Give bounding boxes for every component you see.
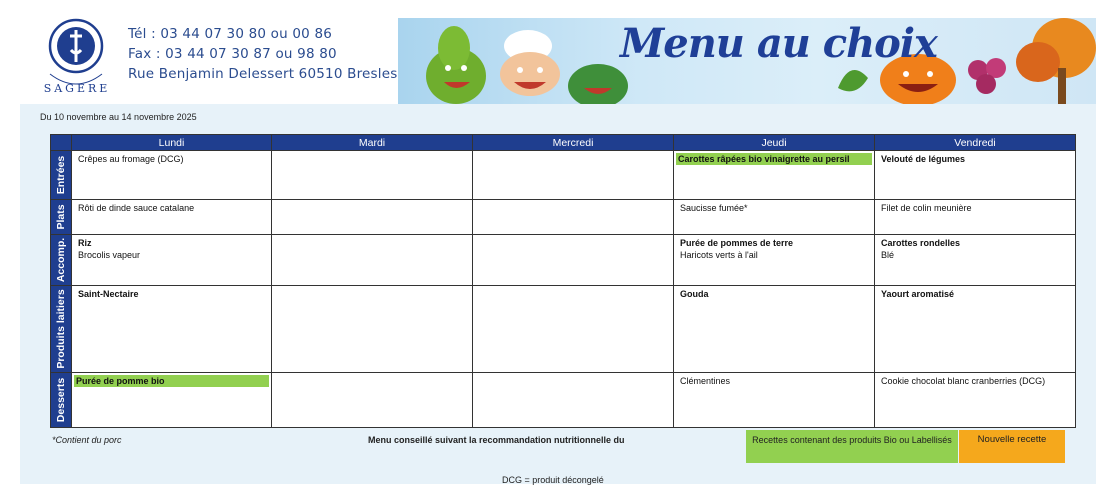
course-label: Entrées: [55, 155, 67, 195]
dish-item: Clémentines: [680, 376, 731, 386]
dish-item: Purée de pommes de terre: [680, 238, 794, 248]
dish-item: Carottes rondelles: [881, 238, 961, 248]
menu-row: [51, 373, 1076, 428]
banner-title: Menu au choix: [620, 20, 937, 67]
dish-item: Yaourt aromatisé: [881, 289, 955, 299]
nutrition-advice: Menu conseillé suivant la recommandation nutritionnelle du: [368, 435, 625, 445]
menu-row: [51, 151, 1076, 200]
day-header-vendredi: Vendredi: [875, 135, 1076, 151]
menu-cell: [473, 151, 674, 200]
course-label-cell: [51, 286, 72, 373]
menu-cell: [473, 200, 674, 235]
menu-cell: [674, 373, 875, 428]
menu-cell: [272, 373, 473, 428]
menu-cell: [875, 200, 1076, 235]
course-label-cell: [51, 373, 72, 428]
dish-item: Carottes râpées bio vinaigrette au persil: [676, 153, 872, 165]
logo-text: SAGERE: [43, 82, 111, 95]
dish-item: Haricots verts à l'ail: [680, 250, 758, 260]
menu-row: [51, 200, 1076, 235]
menu-cell: [72, 286, 272, 373]
contact-block: [128, 24, 397, 84]
dish-item: Blé: [881, 250, 895, 260]
course-label-cell: [51, 200, 72, 235]
dish-item: Crêpes au fromage (DCG): [78, 154, 184, 164]
day-header-row: [51, 135, 1076, 151]
dish-item: Rôti de dinde sauce catalane: [78, 203, 195, 213]
dcg-note: DCG = produit décongelé: [502, 475, 604, 485]
menu-cell: [272, 235, 473, 286]
menu-cell: [72, 200, 272, 235]
menu-cell: [875, 286, 1076, 373]
period-label: Du 10 novembre au 14 novembre 2025: [40, 112, 197, 122]
fax-line: Fax : 03 44 07 30 87 ou 98 80: [128, 46, 337, 62]
day-header-jeudi: Jeudi: [674, 135, 875, 151]
address-line: Rue Benjamin Delessert 60510 Bresles: [128, 66, 398, 82]
menu-cell: [272, 200, 473, 235]
menu-cell: [473, 235, 674, 286]
menu-cell: [272, 151, 473, 200]
dish-item: Brocolis vapeur: [78, 250, 141, 260]
menu-cell: [875, 151, 1076, 200]
dish-item: Cookie chocolat blanc cranberries (DCG): [881, 376, 1046, 386]
day-header-mercredi: Mercredi: [473, 135, 674, 151]
menu-cell: [272, 286, 473, 373]
legend-new-recipe: Nouvelle recette: [959, 430, 1065, 463]
menu-banner: [398, 18, 1096, 104]
menu-cell: [674, 151, 875, 200]
menu-cell: [72, 235, 272, 286]
dish-item: Filet de colin meunière: [881, 203, 972, 213]
menu-cell: [473, 373, 674, 428]
menu-cell: [674, 200, 875, 235]
corner-cell: [51, 135, 72, 151]
menu-cell: [875, 235, 1076, 286]
menu-cell: [875, 373, 1076, 428]
phone-line: Tél : 03 44 07 30 80 ou 00 86: [128, 26, 333, 42]
dish-item: Saucisse fumée*: [680, 203, 748, 213]
dish-item: Velouté de légumes: [881, 154, 966, 164]
page-header: [0, 0, 1116, 104]
menu-cell: [674, 286, 875, 373]
menu-cell: [473, 286, 674, 373]
course-label-cell: [51, 151, 72, 200]
dish-item: Purée de pomme bio: [74, 375, 269, 387]
menu-sheet: [20, 104, 1096, 484]
day-header-lundi: Lundi: [72, 135, 272, 151]
course-label-cell: [51, 235, 72, 286]
course-label: Desserts: [55, 377, 67, 423]
menu-cell: [72, 373, 272, 428]
dish-item: Riz: [78, 238, 92, 248]
menu-row: [51, 286, 1076, 373]
menu-cell: [674, 235, 875, 286]
course-label: Plats: [55, 204, 67, 230]
legend-bio: Recettes contenant des produits Bio ou Labellisés: [746, 430, 958, 463]
dish-item: Gouda: [680, 289, 709, 299]
course-label: Accomp.: [55, 237, 67, 283]
pork-footnote: *Contient du porc: [52, 435, 122, 445]
day-header-mardi: Mardi: [272, 135, 473, 151]
menu-row: [51, 235, 1076, 286]
dish-item: Saint-Nectaire: [78, 289, 139, 299]
weekly-menu-table: [50, 134, 1076, 428]
menu-cell: [72, 151, 272, 200]
sagere-logo: [40, 14, 114, 100]
course-label: Produits laitiers: [55, 289, 67, 369]
